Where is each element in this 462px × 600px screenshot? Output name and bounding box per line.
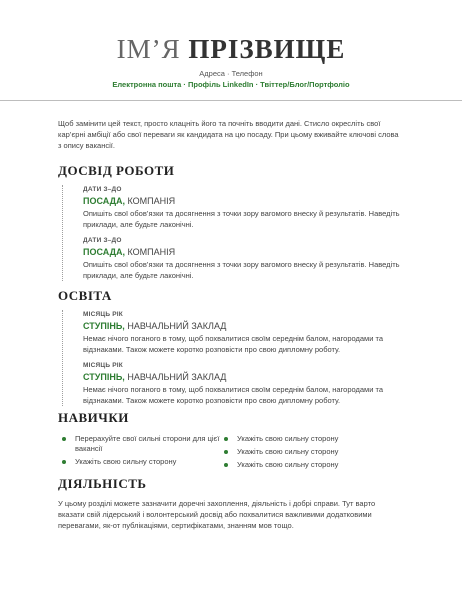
bullet-dot-icon bbox=[224, 463, 228, 467]
bullet-dot-icon bbox=[62, 437, 66, 441]
experience-entry bbox=[83, 185, 407, 230]
skill-item[interactable] bbox=[224, 434, 364, 444]
entry-date[interactable]: МІСЯЦЬ РІК bbox=[83, 362, 123, 369]
skill-item[interactable] bbox=[224, 460, 364, 470]
entry-org[interactable]: КОМПАНІЯ bbox=[125, 196, 176, 206]
entry-org[interactable]: КОМПАНІЯ bbox=[125, 247, 176, 257]
skill-text[interactable]: Укажіть свою сильну сторону bbox=[75, 457, 177, 466]
entry-role[interactable]: ПОСАДА, bbox=[83, 247, 125, 257]
resume-header bbox=[0, 0, 462, 90]
skills-column-1 bbox=[62, 434, 224, 473]
first-name[interactable]: ІМ’Я bbox=[116, 34, 181, 64]
entry-title[interactable] bbox=[83, 246, 407, 258]
full-name[interactable] bbox=[0, 34, 462, 64]
activity-section bbox=[58, 476, 400, 531]
intro-text[interactable]: Щоб замінити цей текст, просто клацніть його та почніть вводити дані. Стисло окресліть свої кар’єрні амбіції або свої переваги як кандидата на цю посаду. При цьому вживайте ключові слова з опису вакансії. bbox=[58, 119, 399, 150]
education-entry bbox=[83, 310, 407, 355]
experience-timeline bbox=[62, 185, 407, 281]
entry-date[interactable]: ДАТИ З–ДО bbox=[83, 237, 122, 244]
entry-date[interactable]: ДАТИ З–ДО bbox=[83, 186, 122, 193]
skill-item[interactable] bbox=[62, 434, 224, 454]
address-phone[interactable]: Адреса · Телефон bbox=[199, 69, 263, 78]
bullet-dot-icon bbox=[224, 437, 228, 441]
entry-description[interactable]: Опишіть свої обов’язки та досягнення з точки зору вагомого внеску й результатів. Наведіть приклади, але будьте лаконічні. bbox=[83, 260, 400, 280]
skill-text[interactable]: Укажіть свою сильну сторону bbox=[237, 460, 339, 469]
skill-item[interactable] bbox=[62, 457, 224, 467]
entry-degree[interactable]: СТУПІНЬ, bbox=[83, 321, 125, 331]
experience-section bbox=[58, 163, 407, 281]
skills-list bbox=[62, 434, 407, 473]
entry-description[interactable]: Опишіть свої обов’язки та досягнення з точки зору вагомого внеску й результатів. Наведіть приклади, але будьте лаконічні. bbox=[83, 209, 400, 229]
entry-school[interactable]: НАВЧАЛЬНИЙ ЗАКЛАД bbox=[124, 321, 227, 331]
education-section bbox=[58, 288, 407, 406]
intro-section bbox=[58, 118, 400, 151]
skill-item[interactable] bbox=[224, 447, 364, 457]
bullet-dot-icon bbox=[62, 460, 66, 464]
entry-title[interactable] bbox=[83, 195, 407, 207]
skills-heading[interactable]: НАВИЧКИ bbox=[58, 410, 129, 425]
entry-school[interactable]: НАВЧАЛЬНИЙ ЗАКЛАД bbox=[124, 372, 227, 382]
skill-text[interactable]: Укажіть свою сильну сторону bbox=[237, 447, 339, 456]
entry-title[interactable] bbox=[83, 320, 407, 332]
entry-date[interactable]: МІСЯЦЬ РІК bbox=[83, 311, 123, 318]
experience-entry bbox=[83, 236, 407, 281]
activity-heading[interactable]: ДІЯЛЬНІСТЬ bbox=[58, 476, 147, 491]
skill-text[interactable]: Укажіть свою сильну сторону bbox=[237, 434, 339, 443]
experience-heading[interactable]: ДОСВІД РОБОТИ bbox=[58, 163, 175, 178]
skills-column-2 bbox=[224, 434, 364, 473]
contact-links[interactable]: Електронна пошта · Профіль LinkedIn · Твіттер/Блог/Портфоліо bbox=[112, 80, 350, 89]
entry-description[interactable]: Немає нічого поганого в тому, щоб похвалитися своїм середнім балом, нагородами та відзнаками. Також можете коротко розповісти про свою дипломну роботу. bbox=[83, 385, 383, 405]
education-heading[interactable]: ОСВІТА bbox=[58, 288, 112, 303]
activity-text[interactable]: У цьому розділі можете зазначити доречні захоплення, діяльність і добрі справи. Тут варто вказати свій лідерський і волонтерський досвід або похвалитися важливими додатковими перевагами, як-от публікаціями, сертифікатами, знанням мов тощо. bbox=[58, 499, 376, 530]
education-timeline bbox=[62, 310, 407, 406]
entry-title[interactable] bbox=[83, 371, 407, 383]
last-name[interactable]: ПРІЗВИЩЕ bbox=[188, 34, 346, 64]
education-entry bbox=[83, 361, 407, 406]
entry-role[interactable]: ПОСАДА, bbox=[83, 196, 125, 206]
bullet-dot-icon bbox=[224, 450, 228, 454]
skills-section bbox=[58, 410, 407, 473]
header-divider bbox=[0, 100, 462, 101]
skill-text[interactable]: Перерахуйте свої сильні сторони для цієї вакансії bbox=[75, 434, 220, 453]
entry-description[interactable]: Немає нічого поганого в тому, щоб похвалитися своїм середнім балом, нагородами та відзнаками. Також можете коротко розповісти про свою дипломну роботу. bbox=[83, 334, 383, 354]
entry-degree[interactable]: СТУПІНЬ, bbox=[83, 372, 125, 382]
